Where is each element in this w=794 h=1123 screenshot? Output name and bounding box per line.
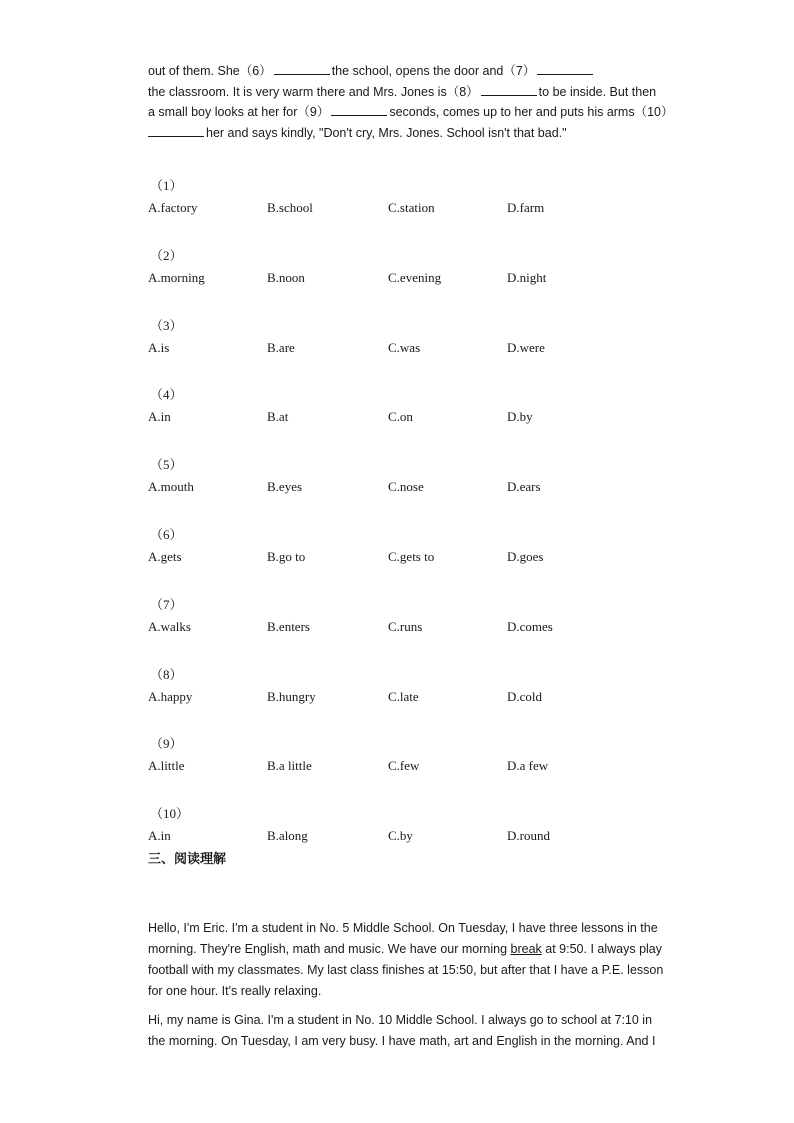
option-c: C.runs [388, 618, 423, 634]
option-a: A.factory [148, 200, 198, 215]
option-c: C.evening [388, 269, 442, 285]
question-number: （1） [150, 178, 183, 193]
option-b: B.enters [267, 618, 310, 634]
question-item [148, 173, 668, 243]
option-a: A.morning [148, 269, 205, 285]
option-c: C.late [388, 688, 419, 704]
question-item [148, 522, 668, 592]
reading-paragraph-eric: Hello, I'm Eric. I'm a student in No. 5 Middle School. On Tuesday, I have three lessons in the morning. They're English, math and music. We have our morning break at 9:50. I always play football with my classmates. My last class finishes at 15:50, but after that I have a P.E. lesson for one hour. It's really relaxing. [148, 921, 664, 998]
passage-line-4: her and says kindly, "Don't cry, Mrs. Jones. School isn't that bad." [148, 123, 708, 144]
option-a: A.walks [148, 618, 191, 634]
option-d: D.a few [507, 758, 549, 774]
underlined-word: break [510, 942, 542, 956]
option-a: A.mouth [148, 479, 194, 495]
option-b: B.along [267, 828, 308, 844]
question-number: （5） [150, 457, 183, 473]
reading-paragraph-gina: Hi, my name is Gina. I'm a student in No. 10 Middle School. I always go to school at 7:10 in the morning. On Tuesday, I am very busy. I have math, art and English in the morning. And I [148, 1013, 656, 1048]
option-c: C.nose [388, 479, 424, 495]
option-b: B.a little [267, 758, 312, 774]
option-c: C.few [388, 758, 420, 774]
question-item [148, 731, 668, 801]
section-title: 三、阅读理解 [148, 852, 227, 867]
option-b: B.are [267, 339, 295, 355]
option-c: C.station [388, 200, 435, 215]
option-c: C.was [388, 339, 421, 355]
option-d: D.cold [507, 688, 543, 704]
option-b: B.school [267, 200, 313, 215]
question-item [148, 662, 668, 732]
question-number: （7） [150, 596, 183, 612]
option-d: D.by [507, 409, 533, 425]
question-item [148, 243, 668, 313]
option-b: B.eyes [267, 479, 303, 495]
option-d: D.ears [507, 479, 541, 495]
question-number: （8） [150, 666, 183, 682]
option-a: A.in [148, 409, 171, 425]
question-item [148, 313, 668, 383]
option-d: D.comes [507, 618, 553, 634]
passage-line-1: out of them. She（6） the school, opens the door and（7） [148, 61, 708, 82]
option-d: D.farm [507, 200, 545, 215]
passage-line-3: a small boy looks at her for（9） seconds, comes up to her and puts his arms（10） [148, 105, 674, 119]
blank-8 [481, 83, 537, 96]
option-c: C.gets to [388, 548, 435, 564]
passage-line-2: the classroom. It is very warm there and Mrs. Jones is（8） to be inside. But then [148, 84, 657, 99]
question-number: （2） [150, 247, 183, 263]
option-c: C.on [388, 409, 413, 425]
question-number: （9） [150, 736, 183, 752]
option-a: A.little [148, 758, 185, 774]
blank-10 [148, 124, 204, 137]
blank-7 [537, 62, 593, 75]
blank-9 [331, 103, 387, 116]
option-c: C.by [388, 828, 413, 844]
option-a: A.is [148, 339, 170, 355]
question-list [148, 173, 668, 871]
option-d: D.goes [507, 548, 544, 564]
option-d: D.were [507, 339, 545, 355]
option-b: B.hungry [267, 688, 316, 704]
option-d: D.night [507, 269, 547, 285]
question-item [148, 382, 668, 452]
option-a: A.gets [148, 548, 182, 564]
question-item [148, 452, 668, 522]
blank-6 [274, 62, 330, 75]
option-b: B.go to [267, 548, 306, 564]
option-d: D.round [507, 828, 550, 844]
option-a: A.in [148, 828, 171, 844]
question-number: （10） [150, 806, 190, 822]
cloze-passage [148, 61, 708, 143]
question-number: （6） [150, 526, 183, 542]
option-b: B.at [267, 409, 289, 425]
reading-passage [148, 918, 678, 1060]
question-number: （3） [150, 317, 183, 333]
question-number: （4） [150, 387, 183, 403]
question-item [148, 592, 668, 662]
option-b: B.noon [267, 269, 305, 285]
option-a: A.happy [148, 688, 193, 704]
